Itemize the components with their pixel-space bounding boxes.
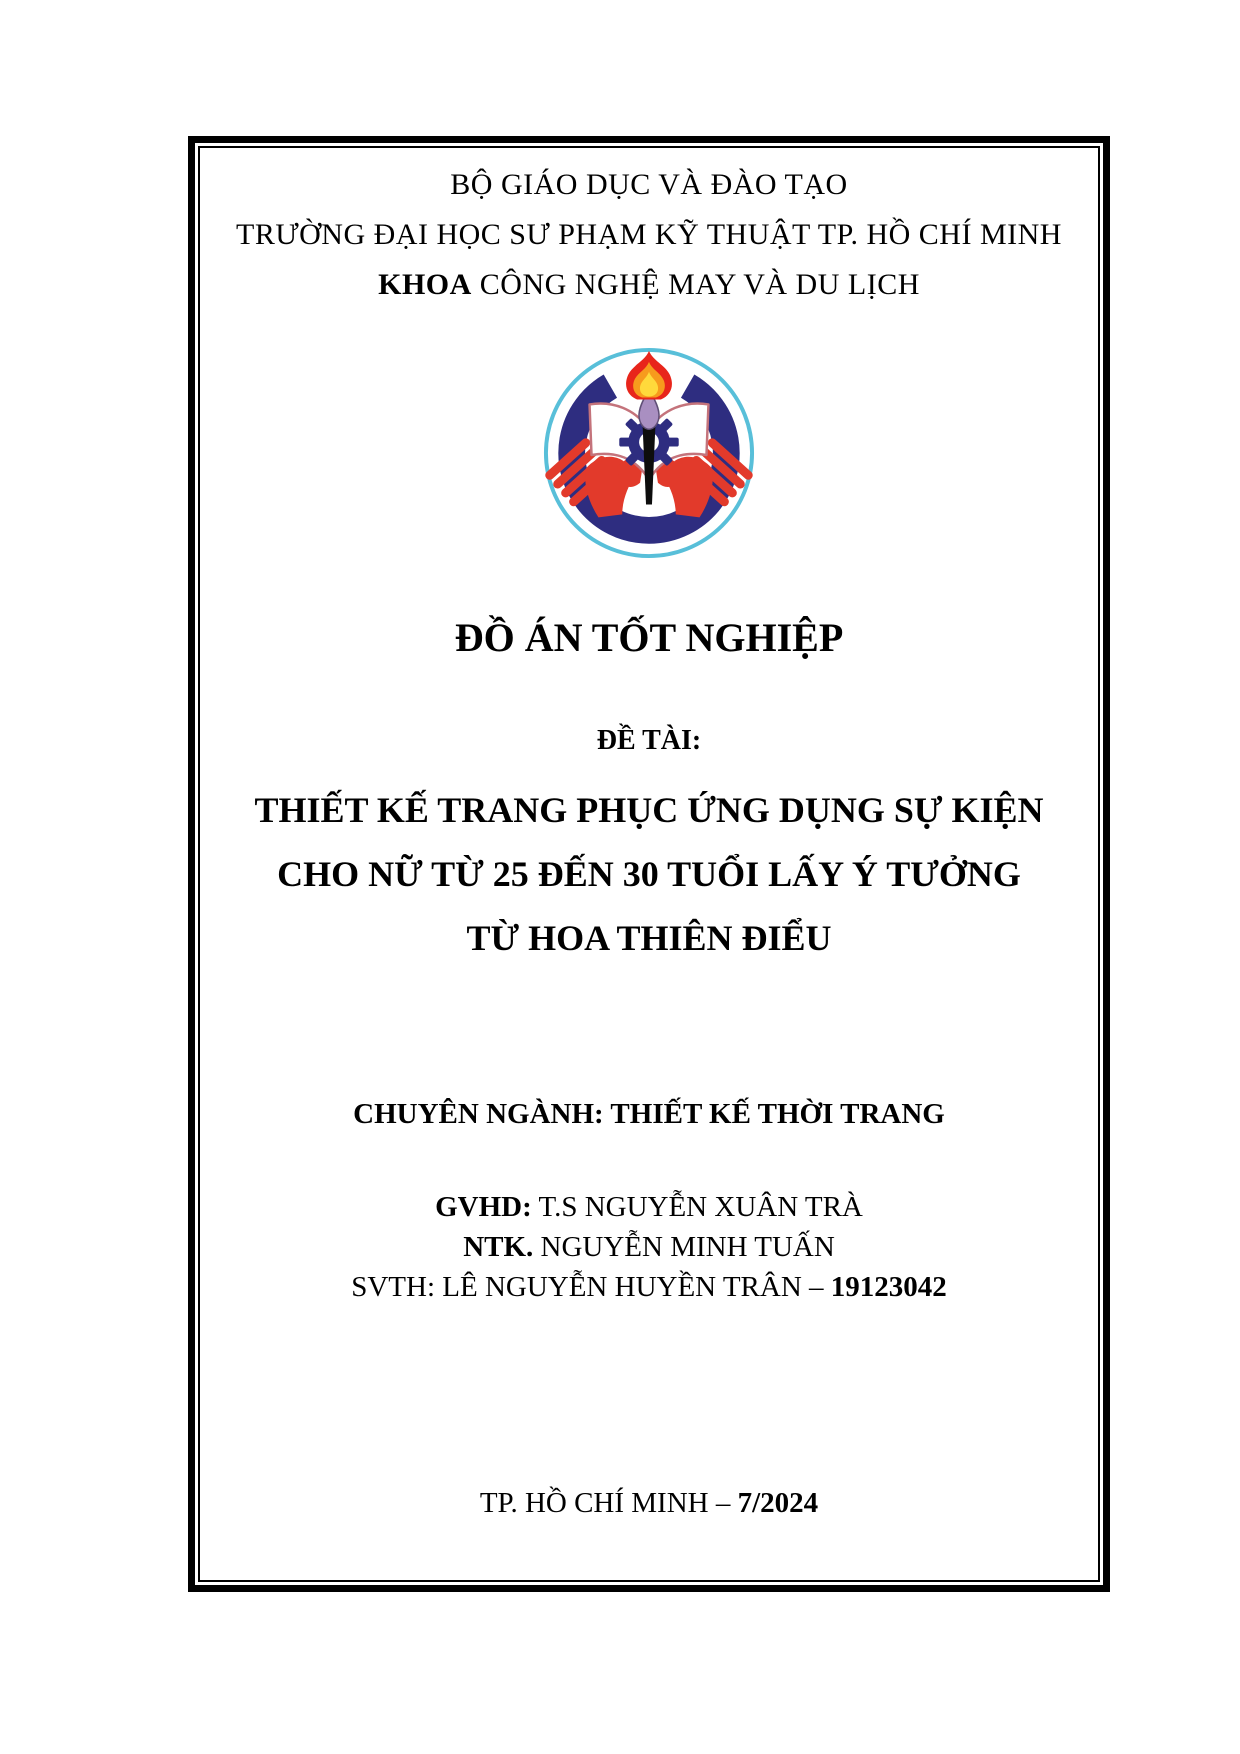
page-inner-border [198,146,1100,1582]
topic-label: ĐỀ TÀI: [596,725,702,756]
student-id: 19123042 [830,1271,947,1303]
thesis-title-line-3: TỪ HOA THIÊN ĐIỂU [466,918,832,958]
faculty-line [200,260,1098,310]
advisor-label: GVHD: [435,1191,532,1223]
designer-name: NGUYỄN MINH TUẤN [533,1231,835,1263]
faculty-line-rest: CÔNG NGHỆ MAY VÀ DU LỊCH [471,268,920,301]
ministry-line: BỘ GIÁO DỤC VÀ ĐÀO TẠO [450,168,848,201]
university-logo [540,344,758,562]
page-border [188,136,1110,1592]
student-name: LÊ NGUYỄN HUYỀN TRÂN – [435,1271,831,1303]
advisor-line [200,1187,1098,1227]
document-type-title: ĐỒ ÁN TỐT NGHIỆP [454,615,844,660]
student-line [200,1267,1098,1307]
major-line [200,1096,1098,1132]
advisor-name: T.S NGUYỄN XUÂN TRÀ [531,1191,863,1223]
faculty-line-bold: KHOA [378,268,472,301]
student-label: SVTH: [351,1271,436,1303]
major-label: CHUYÊN NGÀNH: [353,1098,604,1130]
designer-line [200,1227,1098,1267]
thesis-title [200,778,1098,970]
university-line: TRƯỜNG ĐẠI HỌC SƯ PHẠM KỸ THUẬT TP. HỒ CHÍ MINH [236,218,1062,251]
header-block [200,160,1098,310]
major-value: THIẾT KẾ THỜI TRANG [603,1098,945,1130]
date-text: 7/2024 [737,1487,819,1519]
thesis-title-line-2: CHO NỮ TỪ 25 ĐẾN 30 TUỔI LẤY Ý TƯỞNG [277,854,1021,894]
designer-label: NTK. [463,1231,534,1263]
people-block [200,1187,1098,1307]
thesis-title-line-1: THIẾT KẾ TRANG PHỤC ỨNG DỤNG SỰ KIỆN [254,790,1044,830]
place-date-line [200,1485,1098,1521]
place-text: TP. HỒ CHÍ MINH – [479,1487,738,1519]
logo-container [200,344,1098,564]
